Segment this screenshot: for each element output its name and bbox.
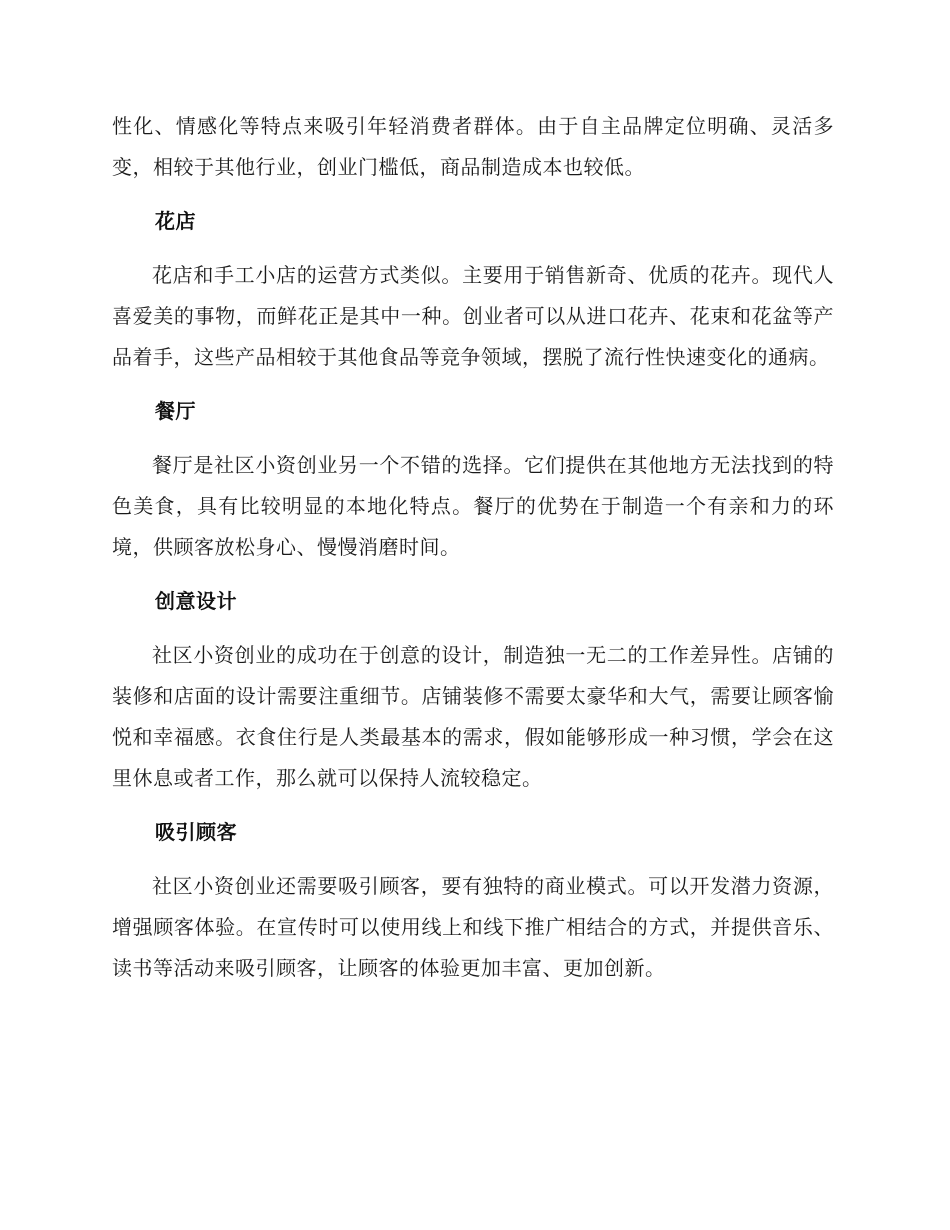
section-heading-attract-customers: 吸引顾客: [155, 820, 237, 844]
section-heading-restaurant: 餐厅: [155, 399, 196, 423]
section-body-attract-customers: 社区小资创业还需要吸引顾客，要有独特的商业模式。可以开发潜力资源，增强顾客体验。在宣传时可以使用线上和线下推广相结合的方式，并提供音乐、读书等活动来吸引顾客，让顾客的体验更加丰富、更加创新。: [112, 874, 834, 980]
document-body: [112, 106, 834, 1002]
section-body-flower-shop: 花店和手工小店的运营方式类似。主要用于销售新奇、优质的花卉。现代人喜爱美的事物，而鲜花正是其中一种。创业者可以从进口花卉、花束和花盆等产品着手，这些产品相较于其他食品等竞争领域，摆脱了流行性快速变化的通病。: [112, 263, 834, 369]
intro-paragraph: 性化、情感化等特点来吸引年轻消费者群体。由于自主品牌定位明确、灵活多变，相较于其他行业，创业门槛低，商品制造成本也较低。: [112, 114, 834, 179]
section-body-restaurant: 餐厅是社区小资创业另一个不错的选择。它们提供在其他地方无法找到的特色美食，具有比较明显的本地化特点。餐厅的优势在于制造一个有亲和力的环境，供顾客放松身心、慢慢消磨时间。: [112, 453, 834, 559]
section-body-creative-design: 社区小资创业的成功在于创意的设计，制造独一无二的工作差异性。店铺的装修和店面的设计需要注重细节。店铺装修不需要太豪华和大气，需要让顾客愉悦和幸福感。衣食住行是人类最基本的需求，假如能够形成一种习惯，学会在这里休息或者工作，那么就可以保持人流较稳定。: [112, 643, 834, 790]
section-heading-flower-shop: 花店: [155, 209, 196, 233]
section-heading-creative-design: 创意设计: [155, 589, 237, 613]
